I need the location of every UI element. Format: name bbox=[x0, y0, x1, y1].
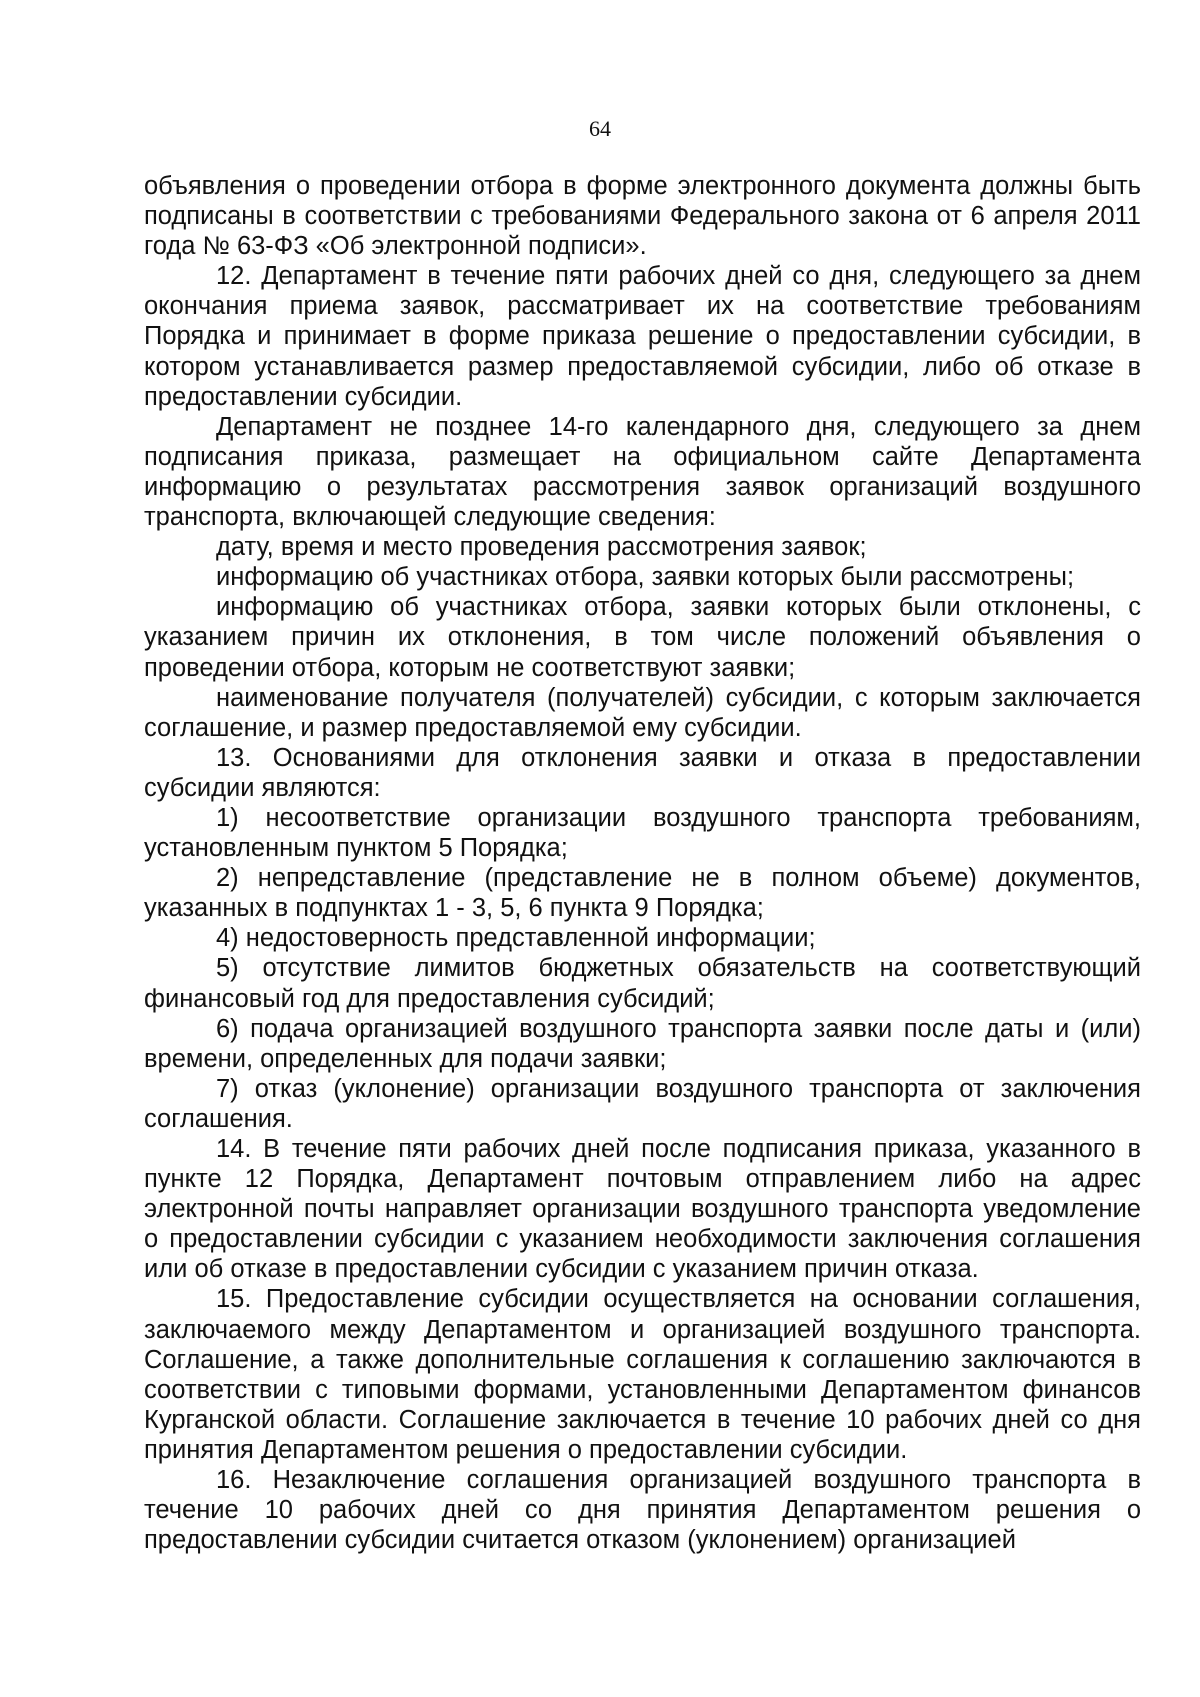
paragraph-list-item: информацию об участниках отбора, заявки которых были рассмотрены; bbox=[216, 563, 1075, 592]
paragraph-item-12: 12. Департамент в течение пяти рабочих дней со дня, следующего за днем окончания приема заявок, рассматривает их на соответствие требованиям Порядка и принимает в форме приказа решение о предоставлении субсидии, в котором устанавливается размер предоставляемой субсидии, либо об отказе в предоставлении субсидии. bbox=[144, 262, 1141, 411]
paragraph-subitem: 4) недостоверность представленной информации; bbox=[216, 924, 816, 953]
paragraph-subitem: 1) несоответствие организации воздушного транспорта требованиям, установленным пунктом 5 Порядка; bbox=[144, 803, 1141, 863]
paragraph-subitem: 7) отказ (уклонение) организации воздушного транспорта от заключения соглашения. bbox=[144, 1074, 1141, 1133]
paragraph-list-item: информацию об участниках отбора, заявки которых были отклонены, с указанием причин их отклонения, в том числе положений объявления о проведении отбора, которым не соответствуют заявки; bbox=[144, 593, 1141, 682]
paragraph-item-15: 15. Предоставление субсидии осуществляется на основании соглашения, заключаемого между Департаментом и организацией воздушного транспорта. Соглашение, а также дополнительные соглашения к соглашению заключаются в соответствии с типовыми формами, установленными Департаментом финансов Курганской области. Соглашение заключается в течение 10 рабочих дней со дня принятия Департаментом решения о предоставлении субсидии. bbox=[144, 1285, 1141, 1464]
paragraph-subitem: 5) отсутствие лимитов бюджетных обязательств на соответствующий финансовый год для предоставления субсидий; bbox=[144, 954, 1141, 1013]
page-number: 64 bbox=[589, 116, 611, 141]
paragraph-subitem: 2) непредставление (представление не в полном объеме) документов, указанных в подпунктах 1 - 3, 5, 6 пункта 9 Порядка; bbox=[144, 864, 1141, 923]
paragraph-item-16: 16. Незаключение соглашения организацией воздушного транспорта в течение 10 рабочих дней со дня принятия Департаментом решения о предоставлении субсидии считается отказом (уклонением) организацией bbox=[144, 1466, 1141, 1555]
document-body bbox=[144, 171, 1141, 1555]
paragraph-item-13: 13. Основаниями для отклонения заявки и отказа в предоставлении субсидии являются: bbox=[144, 743, 1141, 802]
paragraph-list-item: наименование получателя (получателей) субсидии, с которым заключается соглашение, и размер предоставляемой ему субсидии. bbox=[144, 683, 1141, 742]
paragraph-publication: Департамент не позднее 14-го календарного дня, следующего за днем подписания приказа, размещает на официальном сайте Департамента информацию о результатах рассмотрения заявок организаций воздушного транспорта, включающей следующие сведения: bbox=[144, 412, 1141, 532]
paragraph-subitem: 6) подача организацией воздушного транспорта заявки после даты и (или) времени, определенных для подачи заявки; bbox=[144, 1014, 1141, 1073]
paragraph-continuation: объявления о проведении отбора в форме электронного документа должны быть подписаны в соответствии с требованиями Федерального закона от 6 апреля 2011 года № 63-ФЗ «Об электронной подписи». bbox=[144, 172, 1141, 261]
paragraph-list-item: дату, время и место проведения рассмотрения заявок; bbox=[216, 533, 867, 562]
paragraph-item-14: 14. В течение пяти рабочих дней после подписания приказа, указанного в пункте 12 Порядка, Департамент почтовым отправлением либо на адрес электронной почты направляет организации воздушного транспорта уведомление о предоставлении субсидии с указанием необходимости заключения соглашения или об отказе в предоставлении субсидии с указанием причин отказа. bbox=[144, 1135, 1141, 1284]
